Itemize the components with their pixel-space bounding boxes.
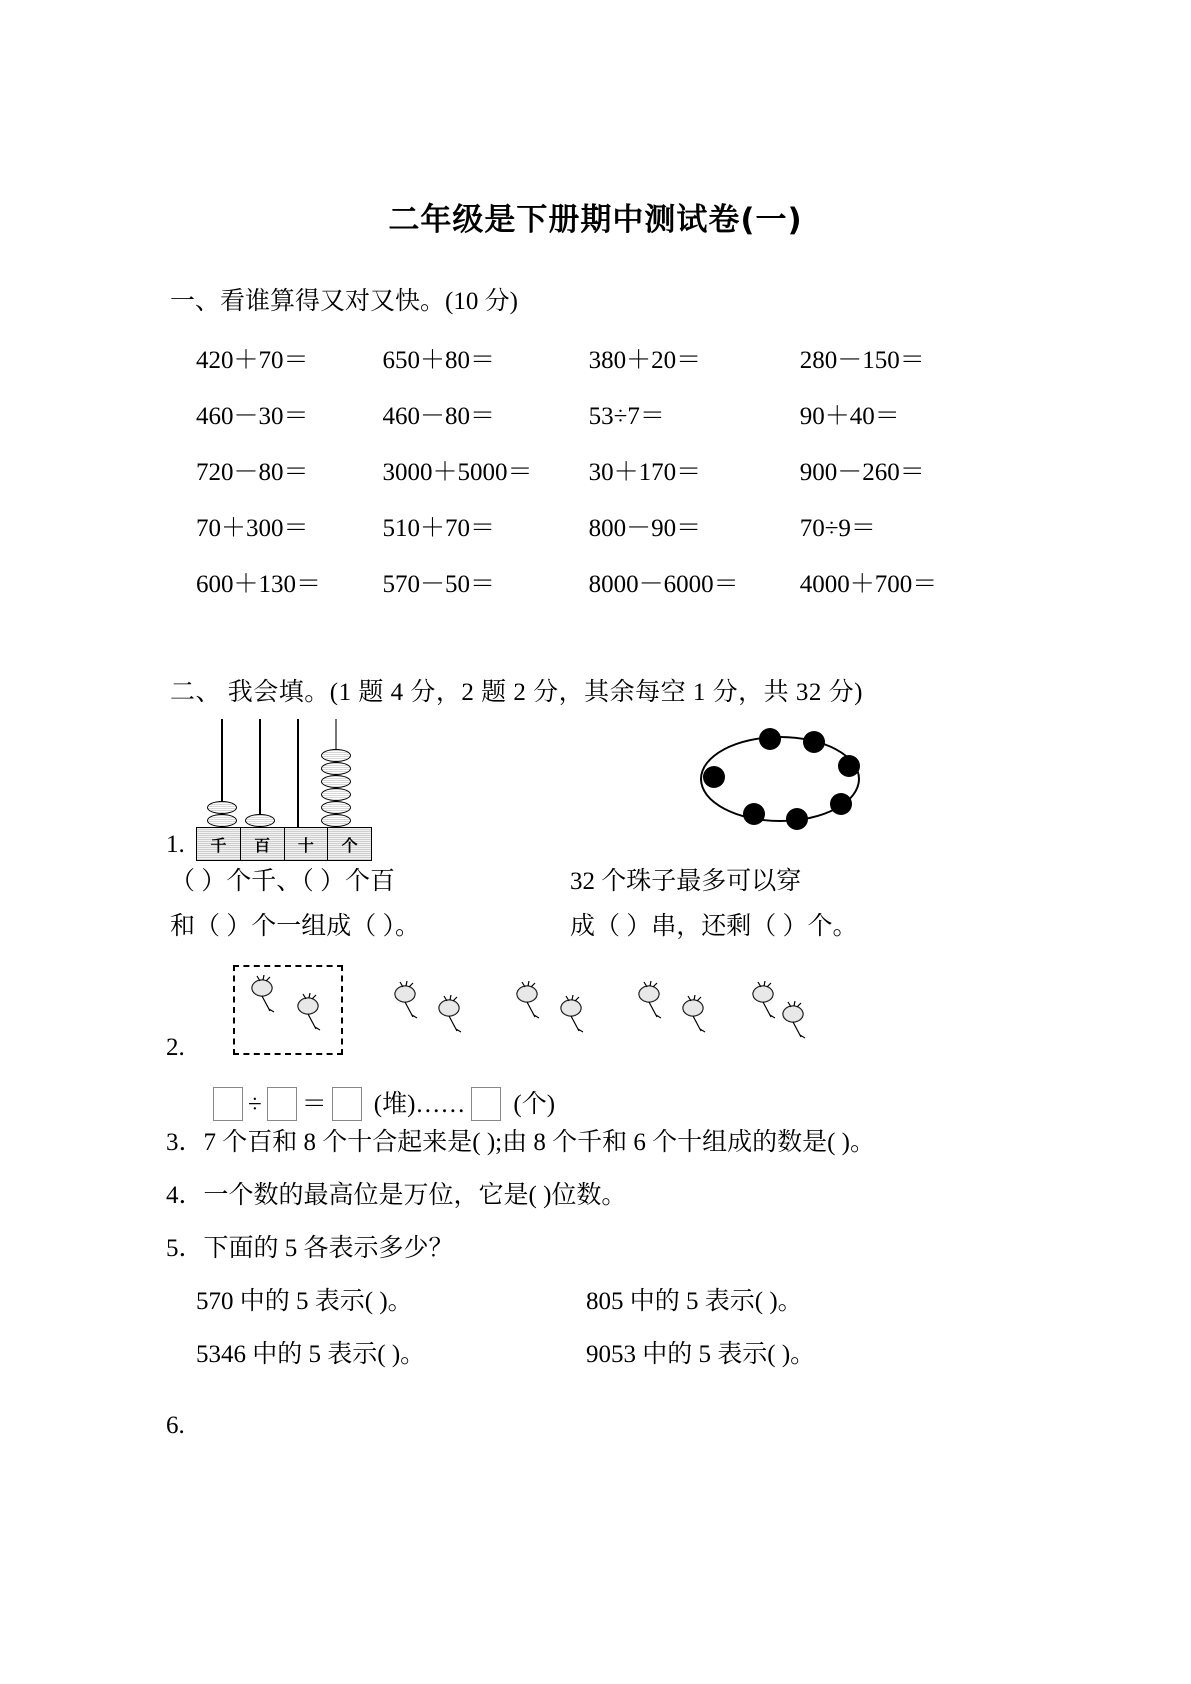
abacus-bead	[321, 749, 351, 762]
section-2-heading: 二、 我会填。(1 题 4 分，2 题 2 分，其余每空 1 分，共 32 分)	[170, 679, 863, 706]
q5-item: 805 中的 5 表示( )。	[586, 1288, 803, 1315]
q1-blank-text-right: 和（ ）个一组成（ ）。	[170, 913, 421, 940]
abacus-bead	[321, 814, 351, 827]
arithmetic-problem: 90＋40＝	[799, 403, 900, 430]
arithmetic-problem: 70＋300＝	[196, 515, 309, 542]
unit-label-piles: (堆)……	[373, 1090, 466, 1118]
arithmetic-problem: 8000－6000＝	[588, 571, 739, 598]
abacus-base	[196, 827, 372, 861]
arithmetic-problem: 420＋70＝	[196, 347, 309, 374]
section-1-heading: 一、看谁算得又对又快。(10 分)	[170, 288, 518, 315]
arithmetic-problem: 510＋70＝	[382, 515, 496, 542]
arithmetic-problem: 30＋170＝	[588, 459, 702, 486]
abacus-bead	[321, 801, 351, 814]
arithmetic-problem: 570－50＝	[382, 571, 496, 598]
carrot-icon	[634, 981, 668, 1021]
q5-item: 5346 中的 5 表示( )。	[196, 1341, 426, 1368]
arithmetic-problem: 70÷9＝	[799, 515, 876, 542]
question-5-row-1	[0, 1289, 1191, 1342]
question-5-prompt: 5．下面的 5 各表示多少？	[166, 1235, 454, 1262]
abacus-rod-tens	[297, 719, 299, 827]
ring-bead	[830, 793, 852, 815]
carrot-icon	[748, 981, 782, 1021]
question-1-line-2	[0, 914, 1191, 959]
abacus-bead	[207, 801, 237, 814]
question-5-row-2	[0, 1342, 1191, 1395]
arithmetic-problem: 800－90＝	[588, 515, 702, 542]
arithmetic-problem: 720－80＝	[196, 459, 309, 486]
ring-bead	[838, 755, 860, 777]
ring-bead	[786, 808, 808, 830]
arithmetic-problem: 53÷7＝	[588, 403, 665, 430]
question-2-equation	[0, 1078, 1191, 1130]
carrot-group	[512, 971, 612, 1049]
carrot-icon	[293, 993, 327, 1033]
arithmetic-problem: 4000＋700＝	[799, 571, 938, 598]
unit-label-pieces: (个)	[513, 1090, 556, 1118]
carrot-group	[634, 971, 734, 1049]
arithmetic-problem: 460－80＝	[382, 403, 496, 430]
arithmetic-problem: 380＋20＝	[588, 347, 702, 374]
ring-bead	[743, 803, 765, 825]
place-label-thousands: 千	[197, 828, 241, 860]
arithmetic-problem: 280－150＝	[799, 347, 925, 374]
answer-box-dividend[interactable]	[213, 1087, 243, 1121]
place-label-hundreds: 百	[241, 828, 285, 860]
carrot-icon	[556, 995, 590, 1035]
carrot-icon	[512, 981, 546, 1021]
arithmetic-problem: 900－260＝	[799, 459, 925, 486]
arithmetic-row	[196, 572, 996, 628]
question-1-figures	[0, 719, 1191, 869]
answer-box-quotient[interactable]	[332, 1087, 362, 1121]
arithmetic-row	[196, 460, 996, 516]
abacus-bead	[207, 814, 237, 827]
question-4: 4．一个数的最高位是万位，它是( )位数。	[166, 1182, 627, 1209]
ring-bead	[703, 766, 725, 788]
q1-blank-text-left: （ ）个千、（ ）个百	[170, 868, 396, 895]
place-label-tens: 十	[285, 828, 329, 860]
arithmetic-row	[196, 404, 996, 460]
arithmetic-grid	[0, 314, 996, 628]
q5-item: 570 中的 5 表示( )。	[196, 1288, 413, 1315]
arithmetic-row	[196, 516, 996, 572]
carrot-group-boxed	[233, 965, 343, 1055]
abacus-bead	[321, 762, 351, 775]
carrot-icon	[390, 981, 424, 1021]
abacus-bead	[321, 788, 351, 801]
q5-item: 9053 中的 5 表示( )。	[586, 1341, 816, 1368]
abacus-bead	[245, 814, 275, 827]
bead-ring-figure	[690, 731, 870, 831]
question-6: 6.	[166, 1412, 185, 1439]
carrot-icon	[678, 995, 712, 1035]
question-1-number: 1.	[166, 831, 185, 858]
arithmetic-row	[196, 348, 996, 404]
carrot-icon	[778, 1001, 812, 1041]
carrot-group	[390, 971, 490, 1049]
ring-bead	[759, 728, 781, 750]
arithmetic-problem: 600＋130＝	[196, 571, 322, 598]
ring-bead	[803, 731, 825, 753]
equals-sign: ＝	[301, 1090, 327, 1118]
q1-bead-text-right: 成（ ）串，还剩（ ）个。	[570, 913, 858, 940]
place-label-ones: 个	[341, 835, 358, 855]
arithmetic-problem: 460－30＝	[196, 403, 309, 430]
question-3: 3．7 个百和 8 个十合起来是( );由 8 个千和 6 个十组成的数是( )。	[166, 1129, 875, 1156]
question-2-number: 2.	[166, 1034, 185, 1061]
question-2-figures	[0, 963, 1191, 1078]
question-1-line-1	[0, 869, 1191, 914]
abacus-bead	[321, 775, 351, 788]
arithmetic-problem: 650＋80＝	[382, 347, 496, 374]
divide-sign: ÷	[248, 1090, 262, 1118]
answer-box-remainder[interactable]	[471, 1087, 501, 1121]
arithmetic-problem: 3000＋5000＝	[382, 459, 533, 486]
abacus-figure	[196, 719, 372, 861]
carrot-icon	[434, 995, 468, 1035]
answer-box-divisor[interactable]	[267, 1087, 297, 1121]
abacus-rod-hundreds	[259, 719, 261, 827]
page-title: 二年级是下册期中测试卷(一)	[388, 202, 803, 238]
carrot-group	[748, 971, 848, 1049]
carrot-icon	[247, 975, 281, 1015]
q1-bead-text-left: 32 个珠子最多可以穿	[570, 868, 802, 895]
